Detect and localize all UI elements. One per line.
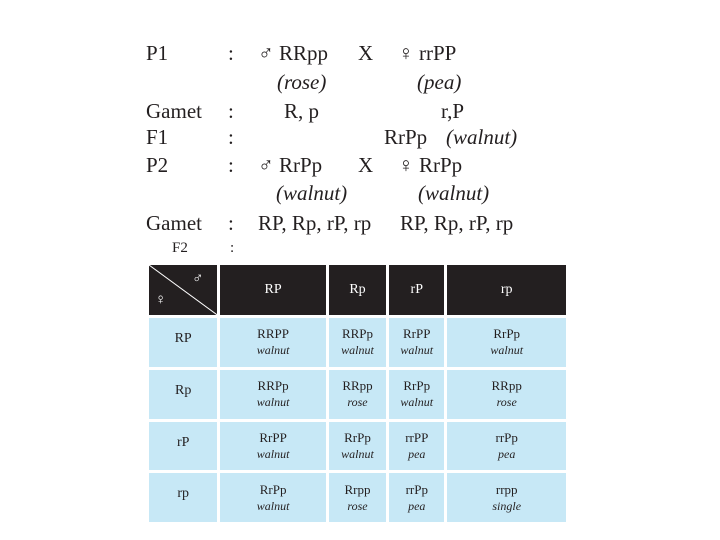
f1-genotype: RrPp	[384, 125, 428, 149]
genotype: RrPp	[403, 378, 431, 394]
header-row	[149, 265, 566, 315]
genotype: RRpp	[342, 378, 373, 394]
p1-female-genotype: ♀ rrPP	[398, 41, 457, 65]
col-header: rP	[389, 265, 444, 315]
offspring-cell	[447, 422, 566, 471]
phenotype: walnut	[400, 395, 434, 410]
row-header: Rp	[149, 370, 217, 419]
genotype: Rrpp	[344, 481, 371, 497]
genotype: RRpp	[491, 378, 522, 394]
genotype: RrPP	[403, 326, 431, 342]
row-header: rp	[149, 473, 217, 522]
p1-female-phenotype: (pea)	[417, 70, 462, 94]
phenotype: walnut	[490, 343, 524, 358]
f1-separator: :	[228, 125, 234, 149]
genotype: RRPp	[341, 326, 374, 342]
p2-cross-symbol: X	[358, 153, 374, 177]
gamet1-label: Gamet	[146, 99, 202, 123]
punnett-square	[146, 262, 569, 525]
gamet2-male-gametes: RP, Rp, rP, rp	[258, 211, 372, 235]
p2-male-genotype: ♂ RrPp	[258, 153, 323, 177]
offspring-cell	[220, 370, 326, 419]
genotype: RRPp	[257, 378, 289, 394]
f1-label: F1	[146, 125, 169, 149]
p2-female-genotype: ♀ RrPp	[398, 153, 463, 177]
offspring-cell	[220, 422, 326, 471]
offspring-cell	[329, 422, 386, 471]
phenotype: walnut	[256, 343, 290, 358]
genotype: RrPp	[493, 326, 521, 342]
row-header: RP	[149, 318, 217, 367]
offspring-cell	[389, 422, 444, 471]
phenotype: rose	[347, 498, 368, 513]
p1-cross-symbol: X	[358, 41, 374, 65]
offspring-cell	[447, 370, 566, 419]
phenotype: rose	[347, 395, 368, 410]
female-symbol-icon: ♀	[155, 292, 167, 308]
offspring-cell	[389, 473, 444, 522]
gamet1-female-gametes: r,P	[441, 99, 465, 123]
p1-male-phenotype: (rose)	[277, 70, 327, 94]
offspring-cell	[329, 318, 386, 367]
f2-separator: :	[230, 240, 235, 256]
table-row	[149, 318, 566, 367]
gamet2-separator: :	[228, 211, 234, 235]
table-row	[149, 370, 566, 419]
phenotype: walnut	[400, 343, 434, 358]
offspring-cell	[329, 473, 386, 522]
p2-separator: :	[228, 153, 234, 177]
phenotype: walnut	[341, 446, 374, 461]
offspring-cell	[220, 473, 326, 522]
p1-separator: :	[228, 41, 234, 65]
offspring-cell	[447, 473, 566, 522]
p1-male-genotype: ♂ RRpp	[258, 41, 329, 65]
genotype: rrpp	[495, 481, 518, 497]
phenotype: walnut	[341, 343, 374, 358]
offspring-cell	[329, 370, 386, 419]
phenotype: rose	[496, 395, 517, 410]
offspring-cell	[220, 318, 326, 367]
col-header: rp	[447, 265, 566, 315]
male-symbol-icon: ♂	[192, 271, 204, 287]
phenotype: single	[492, 498, 522, 513]
gamet2-female-gametes: RP, Rp, rP, rp	[400, 211, 514, 235]
corner-cell	[149, 265, 217, 315]
genotype: rrPp	[495, 429, 518, 445]
genotype: RRPP	[257, 326, 289, 342]
p2-male-phenotype: (walnut)	[276, 181, 348, 205]
phenotype: pea	[408, 498, 426, 513]
table-row	[149, 422, 566, 471]
p2-female-phenotype: (walnut)	[418, 181, 490, 205]
p2-label: P2	[146, 153, 169, 177]
offspring-cell	[389, 370, 444, 419]
f1-phenotype: (walnut)	[446, 125, 518, 149]
row-header: rP	[149, 422, 217, 471]
phenotype: walnut	[256, 446, 290, 461]
phenotype: walnut	[256, 498, 290, 513]
phenotype: pea	[498, 446, 516, 461]
phenotype: walnut	[256, 395, 290, 410]
offspring-cell	[447, 318, 566, 367]
p1-label: P1	[146, 41, 169, 65]
offspring-cell	[389, 318, 444, 367]
genotype: rrPP	[405, 429, 429, 445]
col-header: Rp	[329, 265, 386, 315]
phenotype: pea	[408, 446, 426, 461]
genotype: RrPP	[259, 429, 287, 445]
table-row	[149, 473, 566, 522]
f2-label: F2	[172, 240, 188, 256]
col-header: RP	[220, 265, 326, 315]
genotype: rrPp	[405, 481, 428, 497]
gamet1-separator: :	[228, 99, 234, 123]
genotype: RrPp	[344, 429, 371, 445]
gamet2-label: Gamet	[146, 211, 202, 235]
genotype: RrPp	[259, 481, 287, 497]
gamet1-male-gametes: R, p	[284, 99, 320, 123]
